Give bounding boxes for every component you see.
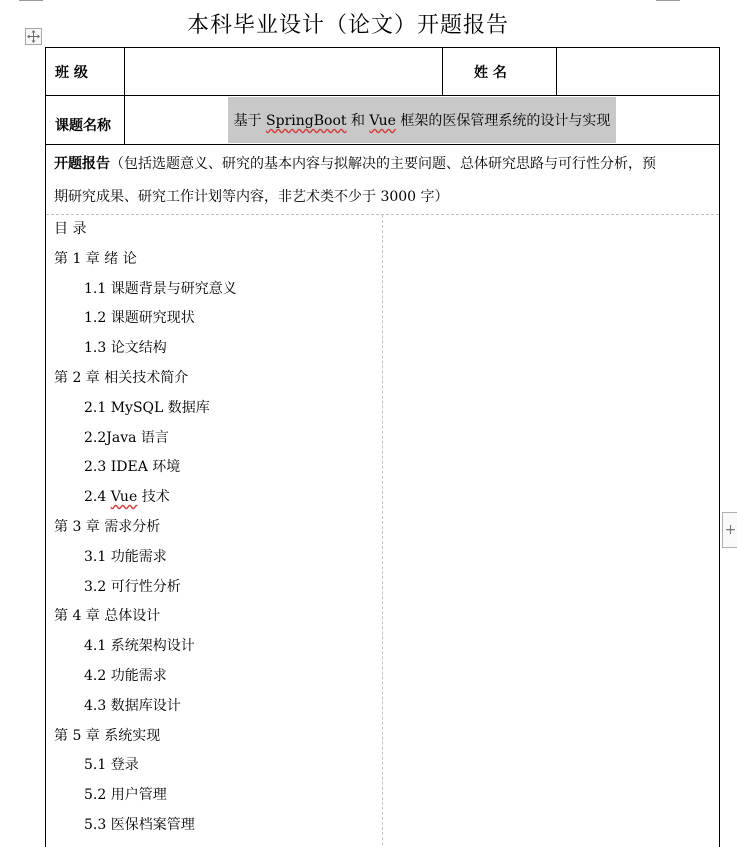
toc-section: 1.3 论文结构 (84, 340, 167, 356)
toc-chapter: 目 录 (54, 221, 87, 237)
toc-section: 1.1 课题背景与研究意义 (84, 281, 237, 297)
toc-section: 3.1 功能需求 (84, 549, 167, 565)
side-expand-button[interactable]: + (722, 512, 737, 548)
spellcheck-vue: Vue (369, 113, 396, 129)
toc-section: 2.3 IDEA 环境 (84, 459, 181, 475)
report-note-line2: 期研究成果、研究工作计划等内容，非艺术类不少于 3000 字） (54, 189, 449, 205)
class-label: 班 级 (55, 65, 88, 81)
topic-value[interactable]: 基于 SpringBoot 和 Vue 框架的医保管理系统的设计与实现 (233, 113, 611, 129)
toc-chapter: 第 1 章 绪 论 (54, 251, 137, 267)
spellcheck-springboot: SpringBoot (266, 113, 347, 129)
toc-section: 4.2 功能需求 (84, 668, 167, 684)
toc-chapter: 第 4 章 总体设计 (54, 608, 161, 624)
report-note-line1: 开题报告（包括选题意义、研究的基本内容与拟解决的主要问题、总体研究思路与可行性分析，预 (54, 156, 656, 172)
topic-label: 课题名称 (55, 118, 111, 134)
toc-section: 4.1 系统架构设计 (84, 638, 195, 654)
document-title: 本科毕业设计（论文）开题报告 (186, 13, 509, 38)
name-label: 姓 名 (474, 65, 507, 81)
toc-chapter: 第 2 章 相关技术简介 (54, 370, 189, 386)
toc-section: 3.2 可行性分析 (84, 579, 181, 595)
page-corner-mark-right (656, 0, 680, 1)
toc-section: 5.1 登录 (84, 757, 139, 773)
page-corner-mark-left (19, 0, 43, 1)
toc-section: 2.4 Vue 技术 (84, 489, 170, 505)
toc-chapter: 第 3 章 需求分析 (54, 519, 161, 535)
toc-section: 5.3 医保档案管理 (84, 817, 195, 833)
toc-section: 4.3 数据库设计 (84, 698, 181, 714)
toc-section: 2.1 MySQL 数据库 (84, 400, 210, 416)
spellcheck-vue: Vue (110, 489, 138, 505)
toc-section: 5.2 用户管理 (84, 787, 167, 803)
toc-section: 1.2 课题研究现状 (84, 310, 195, 326)
toc-chapter: 第 5 章 系统实现 (54, 728, 161, 744)
toc-section: 2.2Java 语言 (84, 430, 169, 446)
